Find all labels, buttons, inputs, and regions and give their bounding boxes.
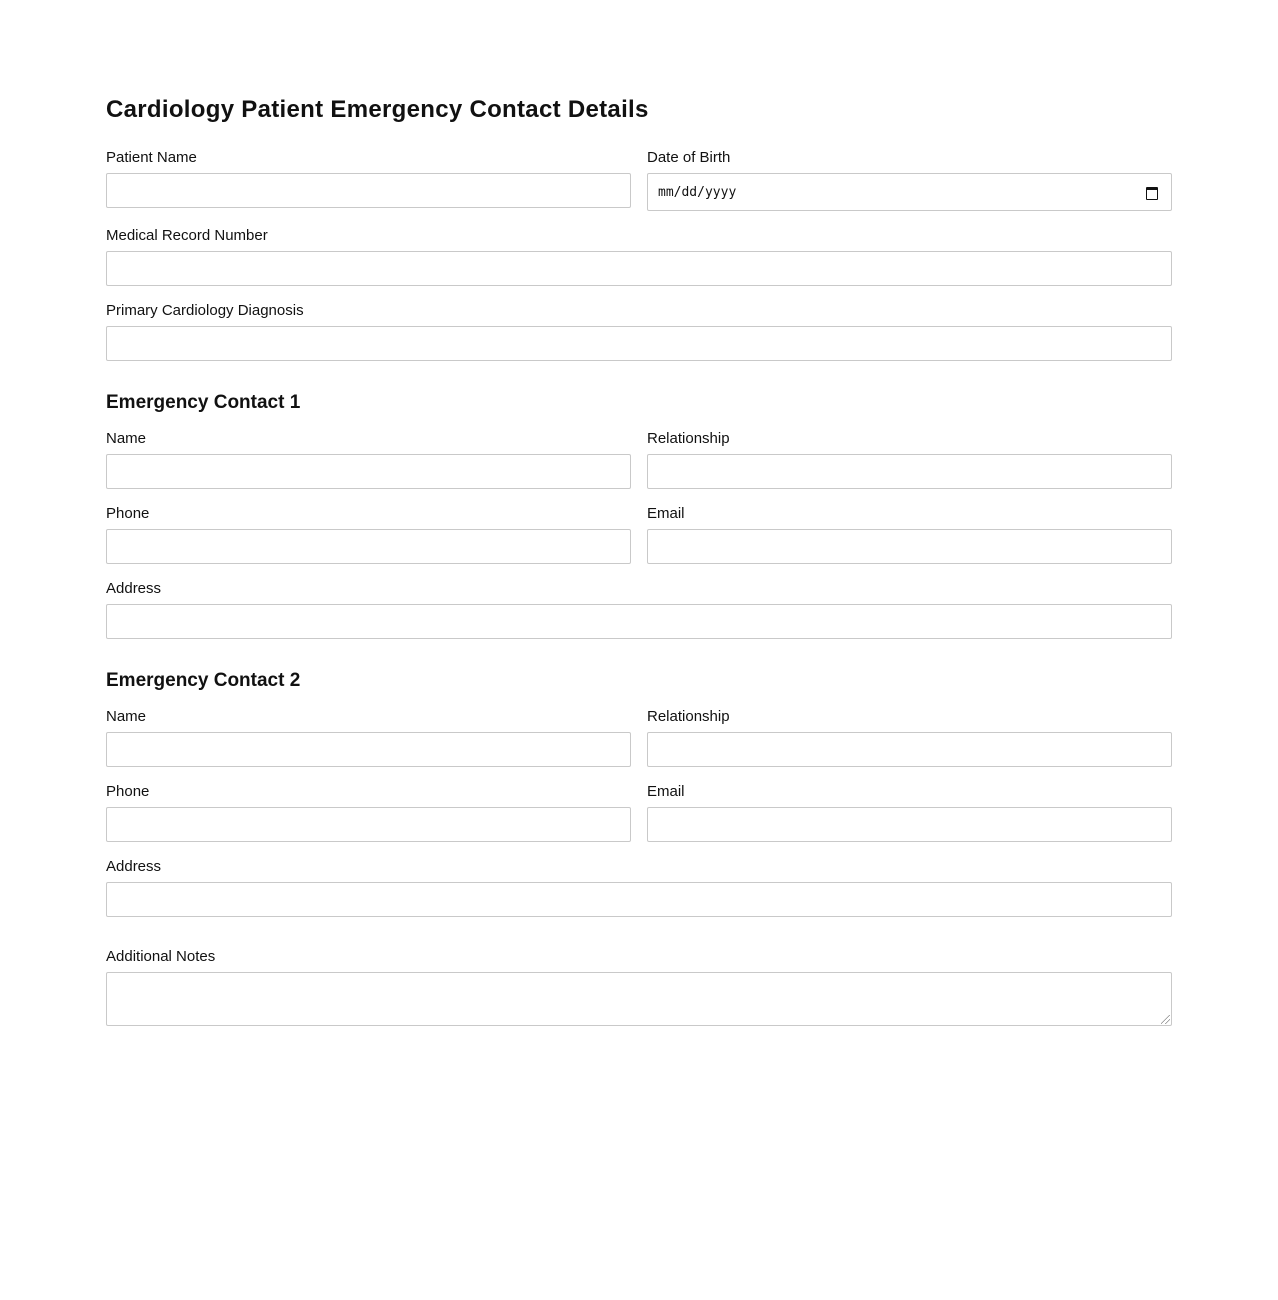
additional-notes-textarea[interactable] <box>106 972 1172 1026</box>
patient-name-field <box>106 149 631 211</box>
contact-2-address-input[interactable] <box>106 882 1172 917</box>
contact-1-relationship-label: Relationship <box>647 430 730 447</box>
contact-1-email-field <box>647 505 1172 564</box>
contact-2-name-field <box>106 708 631 767</box>
emergency-contact-2-heading: Emergency Contact 2 <box>106 670 301 691</box>
contact-2-name-input[interactable] <box>106 732 631 767</box>
patient-name-input[interactable] <box>106 173 631 208</box>
contact-2-relationship-input[interactable] <box>647 732 1172 767</box>
contact-1-address-field <box>106 580 1172 639</box>
contact-2-email-label: Email <box>647 783 685 800</box>
page-title: Cardiology Patient Emergency Contact Details <box>106 96 649 123</box>
contact-2-phone-label: Phone <box>106 783 150 800</box>
patient-name-label: Patient Name <box>106 149 197 166</box>
contact-2-relationship-field <box>647 708 1172 767</box>
contact-2-name-label: Name <box>106 708 147 725</box>
contact-1-name-label: Name <box>106 430 147 447</box>
contact-2-email-input[interactable] <box>647 807 1172 842</box>
contact-2-phone-row <box>106 783 1172 842</box>
contact-1-address-input[interactable] <box>106 604 1172 639</box>
contact-2-phone-field <box>106 783 631 842</box>
date-of-birth-label: Date of Birth <box>647 149 731 166</box>
emergency-contact-form <box>106 95 1172 1026</box>
contact-1-email-input[interactable] <box>647 529 1172 564</box>
contact-1-phone-field <box>106 505 631 564</box>
emergency-contact-1-heading: Emergency Contact 1 <box>106 392 301 413</box>
contact-1-relationship-field <box>647 430 1172 489</box>
patient-row <box>106 149 1172 211</box>
medical-record-number-label: Medical Record Number <box>106 227 268 244</box>
calendar-icon[interactable] <box>1145 185 1159 199</box>
contact-1-name-input[interactable] <box>106 454 631 489</box>
medical-record-number-field <box>106 227 1172 286</box>
medical-record-number-input[interactable] <box>106 251 1172 286</box>
contact-1-phone-label: Phone <box>106 505 150 522</box>
date-of-birth-placeholder: mm/dd/yyyy <box>658 184 737 200</box>
additional-notes-field <box>106 948 1172 1026</box>
contact-2-address-label: Address <box>106 858 162 875</box>
primary-diagnosis-field <box>106 302 1172 361</box>
primary-diagnosis-label: Primary Cardiology Diagnosis <box>106 302 304 319</box>
contact-1-name-field <box>106 430 631 489</box>
contact-1-email-label: Email <box>647 505 685 522</box>
date-of-birth-field <box>647 149 1172 211</box>
primary-diagnosis-input[interactable] <box>106 326 1172 361</box>
contact-1-address-label: Address <box>106 580 162 597</box>
contact-2-address-field <box>106 858 1172 917</box>
contact-2-email-field <box>647 783 1172 842</box>
date-of-birth-input[interactable] <box>647 173 1172 211</box>
contact-2-phone-input[interactable] <box>106 807 631 842</box>
contact-1-relationship-input[interactable] <box>647 454 1172 489</box>
additional-notes-label: Additional Notes <box>106 948 216 965</box>
resize-handle-icon[interactable] <box>1161 1015 1170 1024</box>
contact-2-name-row <box>106 708 1172 767</box>
contact-1-phone-input[interactable] <box>106 529 631 564</box>
contact-2-relationship-label: Relationship <box>647 708 730 725</box>
contact-1-name-row <box>106 430 1172 489</box>
contact-1-phone-row <box>106 505 1172 564</box>
